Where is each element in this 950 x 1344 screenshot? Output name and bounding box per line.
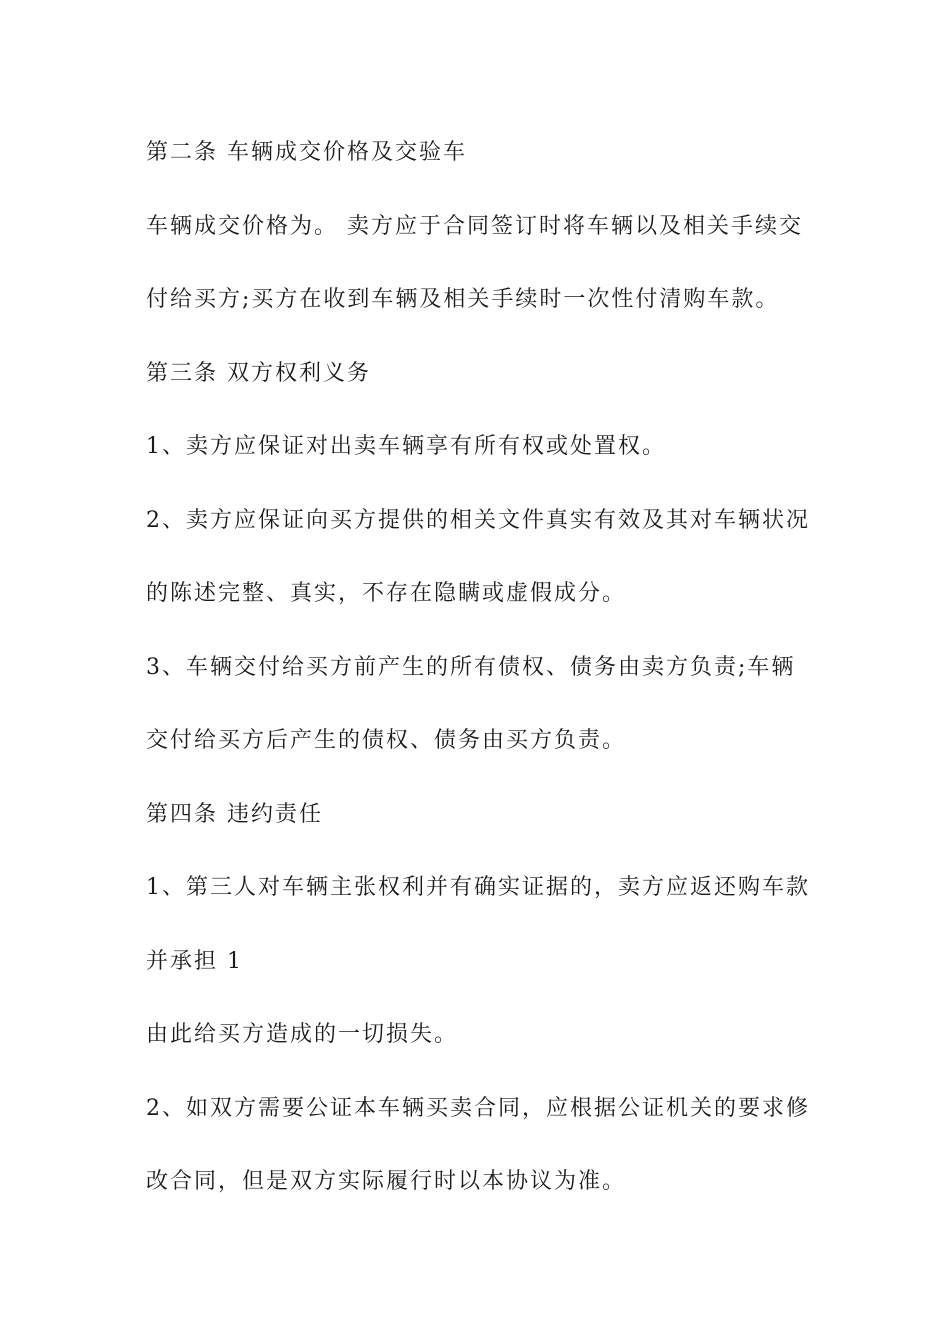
paragraph-line: 的陈述完整、真实，不存在隐瞒或虚假成分。: [146, 581, 627, 606]
paragraph-line: 车辆成交价格为。 卖方应于合同签订时将车辆以及相关手续交: [146, 213, 803, 239]
paragraph-line: 由此给买方造成的一切损失。: [146, 1022, 459, 1047]
paragraph-line: 2、卖方应保证向买方提供的相关文件真实有效及其对车辆状况: [146, 507, 810, 533]
section-heading-article-4: 第四条 违约责任: [146, 801, 323, 827]
section-heading-article-3: 第三条 双方权利义务: [146, 360, 371, 386]
paragraph-line: 3、车辆交付给买方前产生的所有债权、债务由卖方负责;车辆: [146, 654, 796, 680]
paragraph-line: 交付给买方后产生的债权、债务由买方负责。: [146, 728, 627, 753]
paragraph-line: 付给买方;买方在收到车辆及相关手续时一次性付清购车款。: [146, 287, 780, 312]
section-heading-article-2: 第二条 车辆成交价格及交验车: [146, 140, 467, 165]
paragraph-line: 1、卖方应保证对出卖车辆享有所有权或处置权。: [146, 434, 666, 459]
paragraph-line: 2、如双方需要公证本车辆买卖合同，应根据公证机关的要求修: [146, 1095, 810, 1121]
paragraph-line: 1、第三人对车辆主张权利并有确实证据的，卖方应返还购车款: [146, 875, 810, 900]
paragraph-line: 并承担 1: [146, 948, 243, 974]
document-body: [146, 126, 816, 1229]
paragraph-line: 改合同，但是双方实际履行时以本协议为准。: [146, 1169, 627, 1194]
